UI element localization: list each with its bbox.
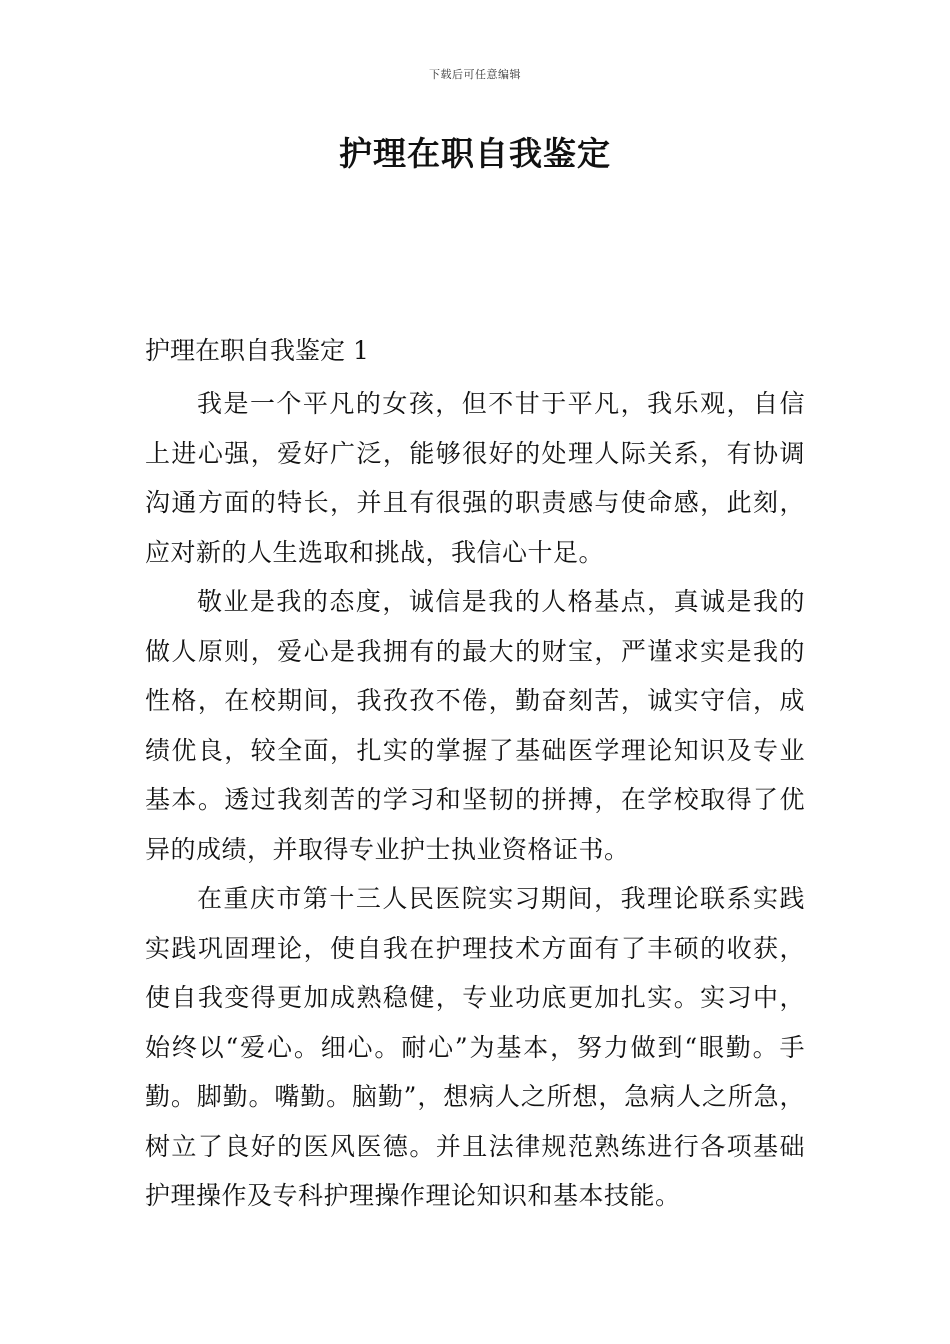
document-body [145,330,805,1221]
section-heading: 护理在职自我鉴定 1 [145,336,369,365]
paragraph-1: 我是一个平凡的女孩，但不甘于平凡，我乐观，自信上进心强，爱好广泛，能够很好的处理人际关系，有协调沟通方面的特长，并且有很强的职责感与使命感，此刻，应对新的人生选取和挑战，我信心十足。 [145,389,805,567]
header-note: 下载后可任意编辑 [429,68,521,81]
document-title: 护理在职自我鉴定 [339,134,611,173]
paragraph-2: 敬业是我的态度，诚信是我的人格基点，真诚是我的做人原则，爱心是我拥有的最大的财宝，严谨求实是我的性格，在校期间，我孜孜不倦，勤奋刻苦，诚实守信，成绩优良，较全面，扎实的掌握了基础医学理论知识及专业基本。透过我刻苦的学习和坚韧的拼搏，在学校取得了优异的成绩，并取得专业护士执业资格证书。 [145,587,805,864]
paragraph-3: 在重庆市第十三人民医院实习期间，我理论联系实践实践巩固理论，使自我在护理技术方面有了丰硕的收获，使自我变得更加成熟稳健，专业功底更加扎实。实习中，始终以“爱心。细心。耐心”为基本，努力做到“眼勤。手勤。脚勤。嘴勤。脑勤”，想病人之所想，急病人之所急，树立了良好的医风医德。并且法律规范熟练进行各项基础护理操作及专科护理操作理论知识和基本技能。 [145,884,805,1210]
